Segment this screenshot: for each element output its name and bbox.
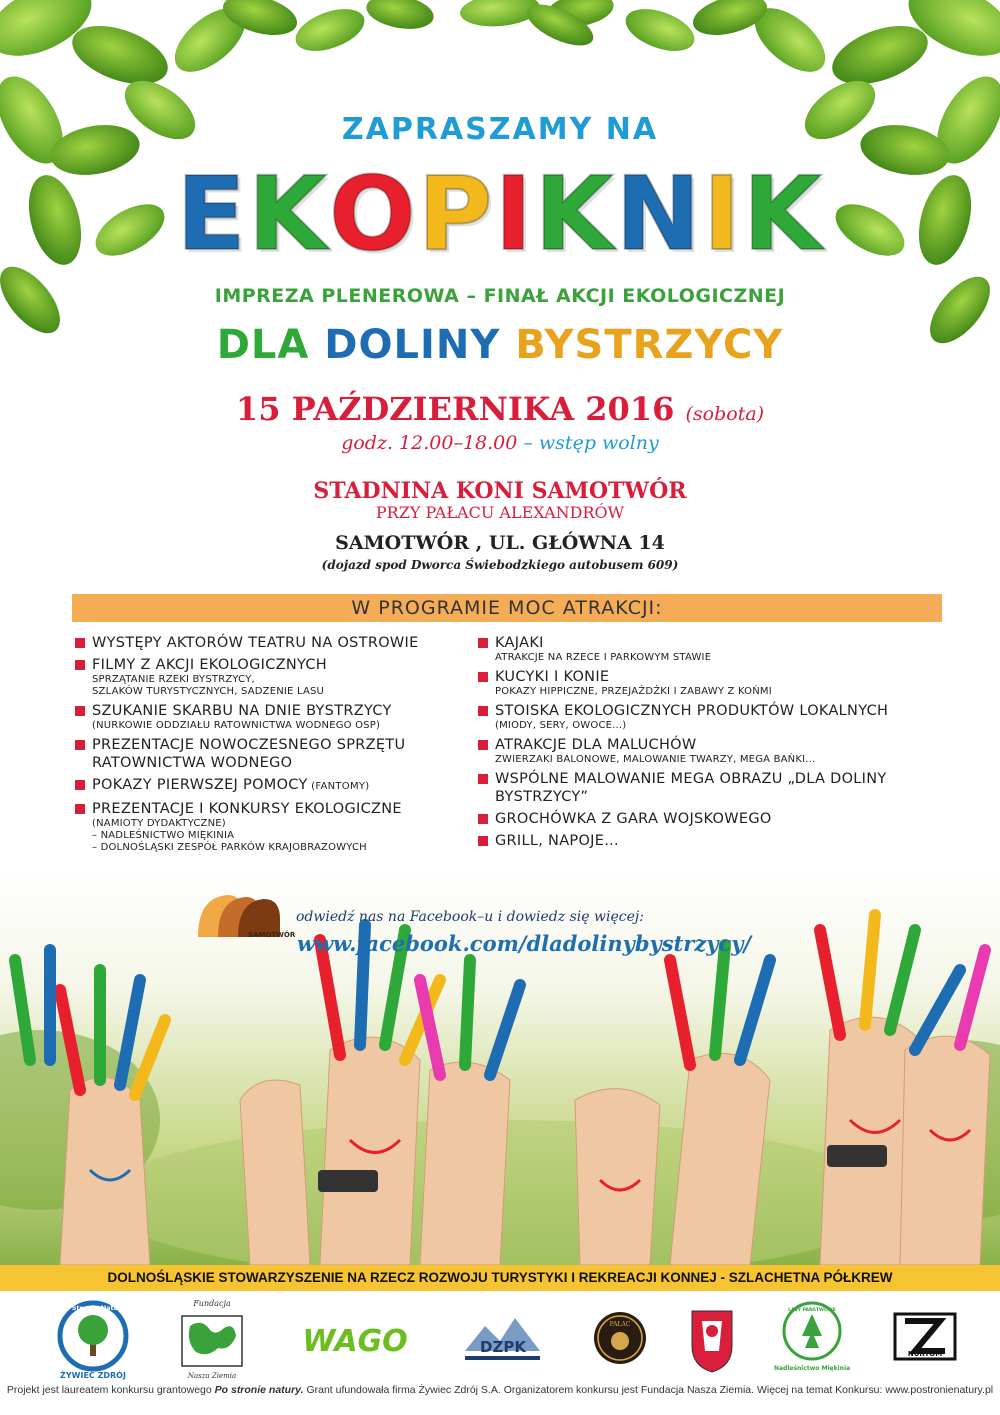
bullet-square-icon — [478, 672, 488, 682]
bullet-square-icon — [478, 706, 488, 716]
directions-note: (dojazd spod Dworca Świebodzkiego autobusem 609) — [321, 558, 679, 572]
title-letter: K — [742, 155, 824, 274]
venue-name: STADNINA KONI SAMOTWÓR — [313, 478, 687, 504]
program-item-detail: (NURKOWIE ODDZIAŁU RATOWNICTWA WODNEGO OSP) — [92, 720, 381, 731]
program-item-detail: – NADLEŚNICTWO MIĘKINIA — [92, 830, 235, 841]
footnote — [0, 1384, 1000, 1396]
venue-address: SAMOTWÓR , UL. GŁÓWNA 14 — [335, 532, 665, 554]
po-stronie-text: Po Stronie Natury — [60, 1304, 126, 1312]
fundacja-text: Fundacja — [193, 1299, 231, 1308]
program-item-detail: (NAMIOTY DYDAKTYCZNE) — [92, 818, 226, 829]
program-item-title — [92, 736, 470, 772]
program-item — [478, 702, 948, 732]
fundacja-nasza-ziemia-logo — [172, 1296, 252, 1382]
program-item — [478, 736, 948, 766]
title-letter: N — [615, 155, 703, 274]
hours-line — [0, 432, 1000, 454]
wago-text: WAGO — [302, 1324, 408, 1359]
sponsor-logos — [0, 1296, 1000, 1382]
program-item-detail: – DOLNOŚLĄSKI ZESPÓŁ PARKÓW KRAJOBRAZOWYCH — [92, 842, 367, 853]
zywiec-text: ŻYWIEC ZDRÓJ — [60, 1371, 126, 1380]
program-item-title — [495, 702, 948, 720]
bullet-square-icon — [75, 638, 85, 648]
program-item — [75, 634, 470, 652]
program-item-detail: (MIODY, SERY, OWOCE...) — [495, 720, 627, 731]
program-heading: W PROGRAMIE MOC ATRAKCJI: — [72, 594, 942, 622]
invite-line: ZAPRASZAMY NA — [341, 112, 659, 147]
footnote-italic: Po stronie natury. — [214, 1384, 304, 1396]
program-item — [478, 810, 948, 828]
for-valley-word: DOLINY — [324, 322, 516, 368]
for-valley-word: DLA — [216, 322, 325, 368]
nadlesnictwo-text: Nadleśnictwo Miękinia — [773, 1365, 851, 1372]
event-subtitle: IMPREZA PLENEROWA – FINAŁ AKCJI EKOLOGICZNEJ — [214, 285, 786, 307]
event-title — [0, 155, 1000, 274]
program-item-title-text: WYSTĘPY AKTORÓW TEATRU NA OSTROWIE — [92, 635, 419, 651]
title-letter: E — [176, 155, 248, 274]
program-item-title-text: KAJAKI — [495, 635, 544, 651]
bullet-square-icon — [478, 740, 488, 750]
program-item — [75, 776, 470, 796]
program-list-right — [478, 634, 948, 854]
program-item — [478, 770, 948, 806]
program-item-title-text: PREZENTACJE NOWOCZESNEGO SPRZĘTU RATOWNICTWA WODNEGO — [92, 737, 406, 771]
day-of-week: (sobota) — [685, 403, 765, 425]
program-item — [75, 736, 470, 772]
program-item-note: (FANTOMY) — [307, 781, 370, 792]
program-item-title — [92, 656, 470, 674]
dzpk-logo — [455, 1296, 550, 1382]
title-letter: K — [247, 155, 329, 274]
samotwor-logo-text: SAMOTWÓR — [248, 931, 296, 939]
lasy-text: LASY PAŃSTWOWE — [788, 1308, 836, 1313]
title-letter: I — [702, 155, 743, 274]
program-item — [75, 800, 470, 854]
program-item-detail: SPRZĄTANIE RZEKI BYSTRZYCY, — [92, 674, 255, 685]
hours-text: godz. 12.00–18.00 — [341, 432, 518, 454]
palac-logo — [590, 1296, 650, 1382]
title-letter: K — [534, 155, 616, 274]
program-item-title-text: STOISKA EKOLOGICZNYCH PRODUKTÓW LOKALNYCH — [495, 703, 889, 719]
bullet-square-icon — [75, 660, 85, 670]
program-item-title — [495, 668, 948, 686]
program-item-title-text: SZUKANIE SKARBU NA DNIE BYSTRZYCY — [92, 703, 392, 719]
program-list-left — [75, 634, 470, 858]
program-item-title — [92, 776, 470, 796]
samotwor-logo — [188, 887, 296, 943]
program-item-detail: ZWIERZAKI BALONOWE, MALOWANIE TWARZY, MEGA BAŃKI... — [495, 754, 816, 765]
program-item-title — [495, 832, 948, 850]
program-item-detail: SZLAKÓW TURYSTYCZNYCH, SADZENIE LASU — [92, 686, 325, 697]
nasza-ziemia-text: Nasza Ziemia — [187, 1372, 237, 1380]
program-item — [75, 656, 470, 698]
coat-of-arms-logo — [687, 1296, 737, 1382]
program-item-title-text: WSPÓLNE MALOWANIE MEGA OBRAZU „DLA DOLINY BYSTRZYCY” — [495, 771, 887, 805]
program-item-title-text: KUCYKI I KONIE — [495, 669, 610, 685]
venue-sub: PRZY PAŁACU ALEXANDRÓW — [375, 503, 625, 522]
bullet-square-icon — [75, 804, 85, 814]
program-item — [75, 702, 470, 732]
organizer-bar: DOLNOŚLĄSKIE STOWARZYSZENIE NA RZECZ ROZWOJU TURYSTYKI I REKREACJI KONNEJ - SZLACHETNA PÓŁKREW — [0, 1265, 1000, 1291]
footnote-prefix: Projekt jest laureatem konkursu grantowego — [6, 1384, 215, 1396]
program-item-title — [495, 810, 948, 828]
wago-logo — [298, 1296, 413, 1382]
program-item-title-text: POKAZY PIERWSZEJ POMOCY — [92, 777, 308, 793]
lasy-panstwowe-logo — [772, 1296, 852, 1382]
bullet-square-icon — [478, 836, 488, 846]
entry-text: – wstęp wolny — [517, 432, 659, 454]
program-item-detail: POKAZY HIPPICZNE, PRZEJAŻDŻKI I ZABAWY Z KOŃMI — [495, 686, 772, 697]
date-text: 15 PAŹDZIERNIKA 2016 — [235, 390, 675, 428]
footnote-suffix: Grant ufundowała firma Żywiec Zdrój S.A. Organizatorem konkursu jest Fundacja Nasza Ziemia. Więcej na temat Konkursu: www.postronienatury.pl — [303, 1384, 994, 1396]
program-item — [478, 634, 948, 664]
facebook-link[interactable]: www.facebook.com/dladolinybystrzycy/ — [297, 931, 752, 956]
program-item — [478, 832, 948, 850]
bullet-square-icon — [478, 814, 488, 824]
bullet-square-icon — [478, 638, 488, 648]
program-item-title-text: FILMY Z AKCJI EKOLOGICZNYCH — [92, 657, 328, 673]
program-item-title-text: ATRAKCJE DLA MALUCHÓW — [495, 737, 697, 753]
program-item-detail: ATRAKCJE NA RZECE I PARKOWYM STAWIE — [495, 652, 712, 663]
bullet-square-icon — [478, 774, 488, 784]
title-letter: I — [494, 155, 535, 274]
program-item-title — [92, 634, 470, 652]
po-stronie-natury-logo — [48, 1296, 138, 1382]
nurtom-text: NURTOM — [907, 1350, 943, 1358]
program-item-title-text: PREZENTACJE I KONKURSY EKOLOGICZNE — [92, 801, 402, 817]
title-letter: P — [417, 155, 495, 274]
program-item — [478, 668, 948, 698]
dzpk-text: DZPK — [480, 1338, 526, 1356]
program-item-title — [495, 634, 948, 652]
program-item-title — [92, 702, 470, 720]
title-letter: O — [328, 155, 418, 274]
nurtom-logo — [890, 1296, 960, 1382]
facebook-label: odwiedź nas na Facebook–u i dowiedz się więcej: — [296, 909, 644, 925]
program-item-title-text: GRILL, NAPOJE... — [495, 833, 619, 849]
hands-photo — [0, 870, 1000, 1265]
bullet-square-icon — [75, 780, 85, 790]
for-valley-word: BYSTRZYCY — [515, 322, 784, 368]
palac-text: PAŁAC — [609, 1321, 631, 1328]
bullet-square-icon — [75, 706, 85, 716]
program-item-title — [495, 770, 948, 806]
bullet-square-icon — [75, 740, 85, 750]
for-valley-heading — [0, 322, 1000, 368]
program-item-title — [495, 736, 948, 754]
program-item-title — [92, 800, 470, 818]
program-item-title-text: GROCHÓWKA Z GARA WOJSKOWEGO — [495, 811, 772, 827]
event-date — [0, 390, 1000, 428]
